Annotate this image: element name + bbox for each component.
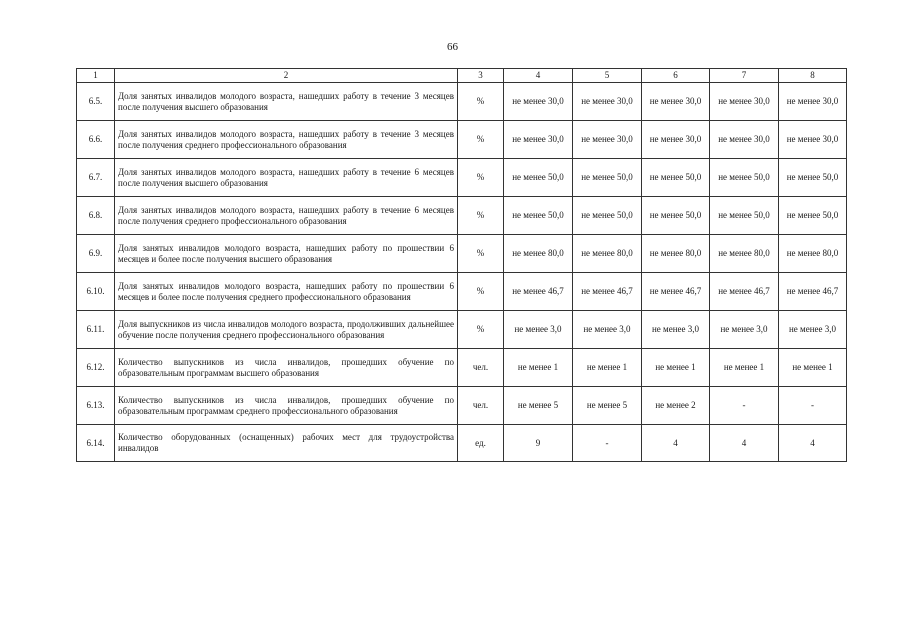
row-unit: чел.	[458, 387, 504, 425]
value-cell: не менее 80,0	[710, 235, 779, 273]
value-cell: не менее 50,0	[504, 197, 573, 235]
table-row	[77, 159, 847, 197]
column-header: 3	[458, 69, 504, 83]
row-number: 6.6.	[77, 121, 115, 159]
table-row	[77, 235, 847, 273]
table-row	[77, 311, 847, 349]
value-cell: не менее 80,0	[642, 235, 710, 273]
value-cell: не менее 30,0	[779, 83, 847, 121]
row-description: Доля выпускников из числа инвалидов молодого возраста, продолживших дальнейшее обучение после получения среднего профессионального образования	[115, 311, 458, 349]
value-cell: не менее 3,0	[642, 311, 710, 349]
value-cell: не менее 50,0	[779, 159, 847, 197]
table-row	[77, 83, 847, 121]
value-cell: не менее 50,0	[642, 197, 710, 235]
row-description: Доля занятых инвалидов молодого возраста, нашедших работу в течение 3 месяцев после получения среднего профессионального образования	[115, 121, 458, 159]
value-cell: не менее 2	[642, 387, 710, 425]
row-unit: %	[458, 197, 504, 235]
value-cell: не менее 50,0	[710, 197, 779, 235]
value-cell: не менее 46,7	[573, 273, 642, 311]
row-number: 6.13.	[77, 387, 115, 425]
row-unit: %	[458, 311, 504, 349]
value-cell: не менее 80,0	[573, 235, 642, 273]
row-number: 6.14.	[77, 425, 115, 462]
value-cell: не менее 50,0	[504, 159, 573, 197]
row-number: 6.7.	[77, 159, 115, 197]
value-cell: не менее 1	[779, 349, 847, 387]
column-header: 8	[779, 69, 847, 83]
value-cell: не менее 30,0	[642, 121, 710, 159]
value-cell: не менее 50,0	[779, 197, 847, 235]
value-cell: не менее 30,0	[710, 121, 779, 159]
row-number: 6.5.	[77, 83, 115, 121]
value-cell: не менее 46,7	[710, 273, 779, 311]
value-cell: не менее 80,0	[779, 235, 847, 273]
column-header: 5	[573, 69, 642, 83]
table-row	[77, 387, 847, 425]
value-cell: не менее 30,0	[710, 83, 779, 121]
value-cell: не менее 46,7	[642, 273, 710, 311]
value-cell: 4	[779, 425, 847, 462]
table-row	[77, 273, 847, 311]
column-header: 6	[642, 69, 710, 83]
value-cell: не менее 30,0	[642, 83, 710, 121]
value-cell: не менее 1	[504, 349, 573, 387]
row-unit: %	[458, 121, 504, 159]
page-number: 66	[447, 41, 458, 53]
value-cell: не менее 5	[504, 387, 573, 425]
row-unit: %	[458, 159, 504, 197]
row-description: Доля занятых инвалидов молодого возраста, нашедших работу в течение 3 месяцев после получения высшего образования	[115, 83, 458, 121]
row-description: Доля занятых инвалидов молодого возраста, нашедших работу в течение 6 месяцев после получения среднего профессионального образования	[115, 197, 458, 235]
value-cell: не менее 80,0	[504, 235, 573, 273]
value-cell: не менее 1	[573, 349, 642, 387]
value-cell: не менее 3,0	[710, 311, 779, 349]
column-header: 2	[115, 69, 458, 83]
row-number: 6.10.	[77, 273, 115, 311]
row-number: 6.9.	[77, 235, 115, 273]
value-cell: не менее 30,0	[573, 121, 642, 159]
row-number: 6.12.	[77, 349, 115, 387]
value-cell: не менее 3,0	[504, 311, 573, 349]
value-cell: не менее 46,7	[504, 273, 573, 311]
row-description: Доля занятых инвалидов молодого возраста, нашедших работу по прошествии 6 месяцев и более после получения среднего профессионального образования	[115, 273, 458, 311]
value-cell: -	[710, 387, 779, 425]
value-cell: не менее 30,0	[504, 121, 573, 159]
value-cell: не менее 46,7	[779, 273, 847, 311]
row-description: Количество выпускников из числа инвалидов, прошедших обучение по образовательным программам высшего образования	[115, 349, 458, 387]
table-row	[77, 425, 847, 462]
value-cell: не менее 50,0	[573, 197, 642, 235]
column-header: 1	[77, 69, 115, 83]
indicators-table	[76, 68, 847, 462]
table-row	[77, 197, 847, 235]
value-cell: не менее 1	[642, 349, 710, 387]
value-cell: -	[779, 387, 847, 425]
header-row	[77, 69, 847, 83]
row-description: Количество выпускников из числа инвалидов, прошедших обучение по образовательным программам среднего профессионального образования	[115, 387, 458, 425]
row-unit: %	[458, 83, 504, 121]
value-cell: -	[573, 425, 642, 462]
row-unit: чел.	[458, 349, 504, 387]
row-number: 6.8.	[77, 197, 115, 235]
value-cell: не менее 3,0	[573, 311, 642, 349]
value-cell: не менее 30,0	[573, 83, 642, 121]
row-description: Количество оборудованных (оснащенных) рабочих мест для трудоустройства инвалидов	[115, 425, 458, 462]
value-cell: 4	[710, 425, 779, 462]
value-cell: 9	[504, 425, 573, 462]
table-row	[77, 121, 847, 159]
value-cell: не менее 3,0	[779, 311, 847, 349]
row-description: Доля занятых инвалидов молодого возраста, нашедших работу в течение 6 месяцев после получения высшего образования	[115, 159, 458, 197]
value-cell: 4	[642, 425, 710, 462]
row-unit: %	[458, 273, 504, 311]
value-cell: не менее 30,0	[504, 83, 573, 121]
row-unit: %	[458, 235, 504, 273]
value-cell: не менее 50,0	[642, 159, 710, 197]
value-cell: не менее 50,0	[710, 159, 779, 197]
row-number: 6.11.	[77, 311, 115, 349]
column-header: 7	[710, 69, 779, 83]
row-unit: ед.	[458, 425, 504, 462]
column-header: 4	[504, 69, 573, 83]
value-cell: не менее 1	[710, 349, 779, 387]
value-cell: не менее 30,0	[779, 121, 847, 159]
row-description: Доля занятых инвалидов молодого возраста, нашедших работу по прошествии 6 месяцев и более после получения высшего образования	[115, 235, 458, 273]
value-cell: не менее 5	[573, 387, 642, 425]
value-cell: не менее 50,0	[573, 159, 642, 197]
table-row	[77, 349, 847, 387]
